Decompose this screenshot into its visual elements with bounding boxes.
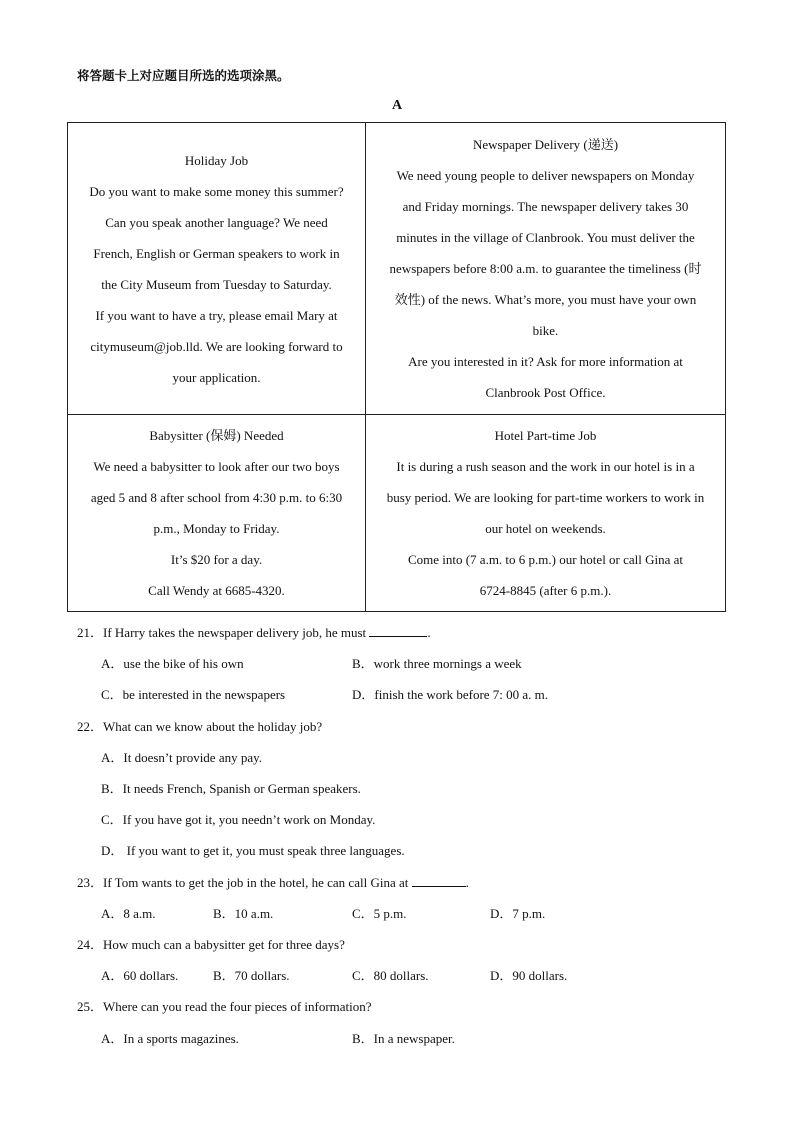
ad-newspaper-delivery bbox=[366, 123, 725, 415]
section-label: A bbox=[391, 98, 403, 113]
option-23-a[interactable]: A．8 a.m. bbox=[101, 906, 156, 921]
option-22-a[interactable]: A．It doesn’t provide any pay. bbox=[101, 750, 263, 765]
ad-babysitter bbox=[68, 415, 366, 611]
ad-holiday-job bbox=[68, 123, 366, 415]
option-21-d[interactable]: D．finish the work before 7: 00 a. m. bbox=[352, 687, 549, 702]
ad-hotel-job bbox=[366, 415, 725, 611]
option-21-c[interactable]: C．be interested in the newspapers bbox=[101, 687, 286, 702]
option-22-d[interactable]: D． If you want to get it, you must speak three languages. bbox=[101, 843, 405, 858]
ad-title: Babysitter (保姆) Needed bbox=[149, 428, 284, 443]
option-23-d[interactable]: D．7 p.m. bbox=[490, 906, 546, 921]
question-25: 25．Where can you read the four pieces of information? bbox=[77, 999, 372, 1014]
question-24: 24．How much can a babysitter get for three days? bbox=[77, 937, 345, 952]
ad-line: busy period. We are looking for part-time workers to work in bbox=[386, 490, 705, 505]
ad-line: minutes in the village of Clanbrook. You must deliver the bbox=[396, 230, 695, 245]
option-24-c[interactable]: C．80 dollars. bbox=[352, 968, 429, 983]
option-24-b[interactable]: B．70 dollars. bbox=[213, 968, 290, 983]
ad-line: French, English or German speakers to work in bbox=[93, 245, 340, 261]
question-stem-end: . bbox=[427, 625, 431, 640]
question-23 bbox=[77, 872, 469, 891]
ad-title: Holiday Job bbox=[184, 152, 249, 168]
ad-line: aged 5 and 8 after school from 4:30 p.m. to 6:30 bbox=[90, 490, 343, 505]
ad-line: 6724-8845 (after 6 p.m.). bbox=[479, 583, 612, 598]
question-stem-end: . bbox=[465, 875, 469, 890]
ad-line: We need a babysitter to look after our two boys bbox=[93, 459, 340, 474]
option-25-b[interactable]: B．In a newspaper. bbox=[352, 1031, 455, 1046]
instruction-text: 将答题卡上对应题目所选的选项涂黑。 bbox=[77, 68, 290, 83]
option-22-b[interactable]: B．It needs French, Spanish or German speakers. bbox=[101, 781, 361, 796]
ad-line: the City Museum from Tuesday to Saturday. bbox=[101, 276, 332, 292]
option-24-a[interactable]: A．60 dollars. bbox=[101, 968, 179, 983]
ad-line: p.m., Monday to Friday. bbox=[153, 521, 280, 536]
ad-line: Clanbrook Post Office. bbox=[485, 385, 606, 400]
ad-line: Are you interested in it? Ask for more information at bbox=[408, 354, 683, 369]
question-21 bbox=[77, 622, 431, 641]
ad-line: 效性) of the news. What’s more, you must have your own bbox=[394, 292, 697, 307]
ad-line: citymuseum@job.lld. We are looking forward to bbox=[90, 338, 343, 354]
ad-title: Newspaper Delivery (递送) bbox=[472, 137, 619, 152]
ad-line: Do you want to make some money this summer? bbox=[89, 183, 344, 199]
option-23-b[interactable]: B．10 a.m. bbox=[213, 906, 274, 921]
ad-line: our hotel on weekends. bbox=[485, 521, 606, 536]
ad-line: newspapers before 8:00 a.m. to guarantee the timeliness (时 bbox=[389, 261, 702, 276]
ad-line: It is during a rush season and the work in our hotel is in a bbox=[396, 459, 695, 474]
option-21-b[interactable]: B．work three mornings a week bbox=[352, 656, 522, 671]
answer-blank bbox=[412, 874, 466, 887]
ad-line: It’s $20 for a day. bbox=[170, 552, 263, 567]
ad-line: Can you speak another language? We need bbox=[105, 214, 328, 230]
ad-title: Hotel Part-time Job bbox=[494, 428, 597, 443]
answer-blank bbox=[369, 624, 427, 637]
ad-line: We need young people to deliver newspapers on Monday bbox=[396, 168, 695, 183]
ad-line: your application. bbox=[172, 369, 261, 385]
option-25-a[interactable]: A．In a sports magazines. bbox=[101, 1031, 239, 1046]
option-22-c[interactable]: C．If you have got it, you needn’t work on Monday. bbox=[101, 812, 376, 827]
option-24-d[interactable]: D．90 dollars. bbox=[490, 968, 568, 983]
question-stem: 21．If Harry takes the newspaper delivery job, he must bbox=[77, 625, 370, 640]
ad-line: Call Wendy at 6685-4320. bbox=[148, 583, 285, 598]
question-stem: 23．If Tom wants to get the job in the hotel, he can call Gina at bbox=[77, 875, 412, 890]
question-22: 22．What can we know about the holiday job? bbox=[77, 719, 323, 734]
ad-line: If you want to have a try, please email Mary at bbox=[95, 307, 338, 323]
option-21-a[interactable]: A．use the bike of his own bbox=[101, 656, 244, 671]
option-23-c[interactable]: C．5 p.m. bbox=[352, 906, 407, 921]
ads-table bbox=[67, 122, 726, 612]
ad-line: bike. bbox=[532, 323, 559, 338]
ad-line: Come into (7 a.m. to 6 p.m.) our hotel or call Gina at bbox=[407, 552, 684, 567]
ad-line: and Friday mornings. The newspaper delivery takes 30 bbox=[402, 199, 689, 214]
